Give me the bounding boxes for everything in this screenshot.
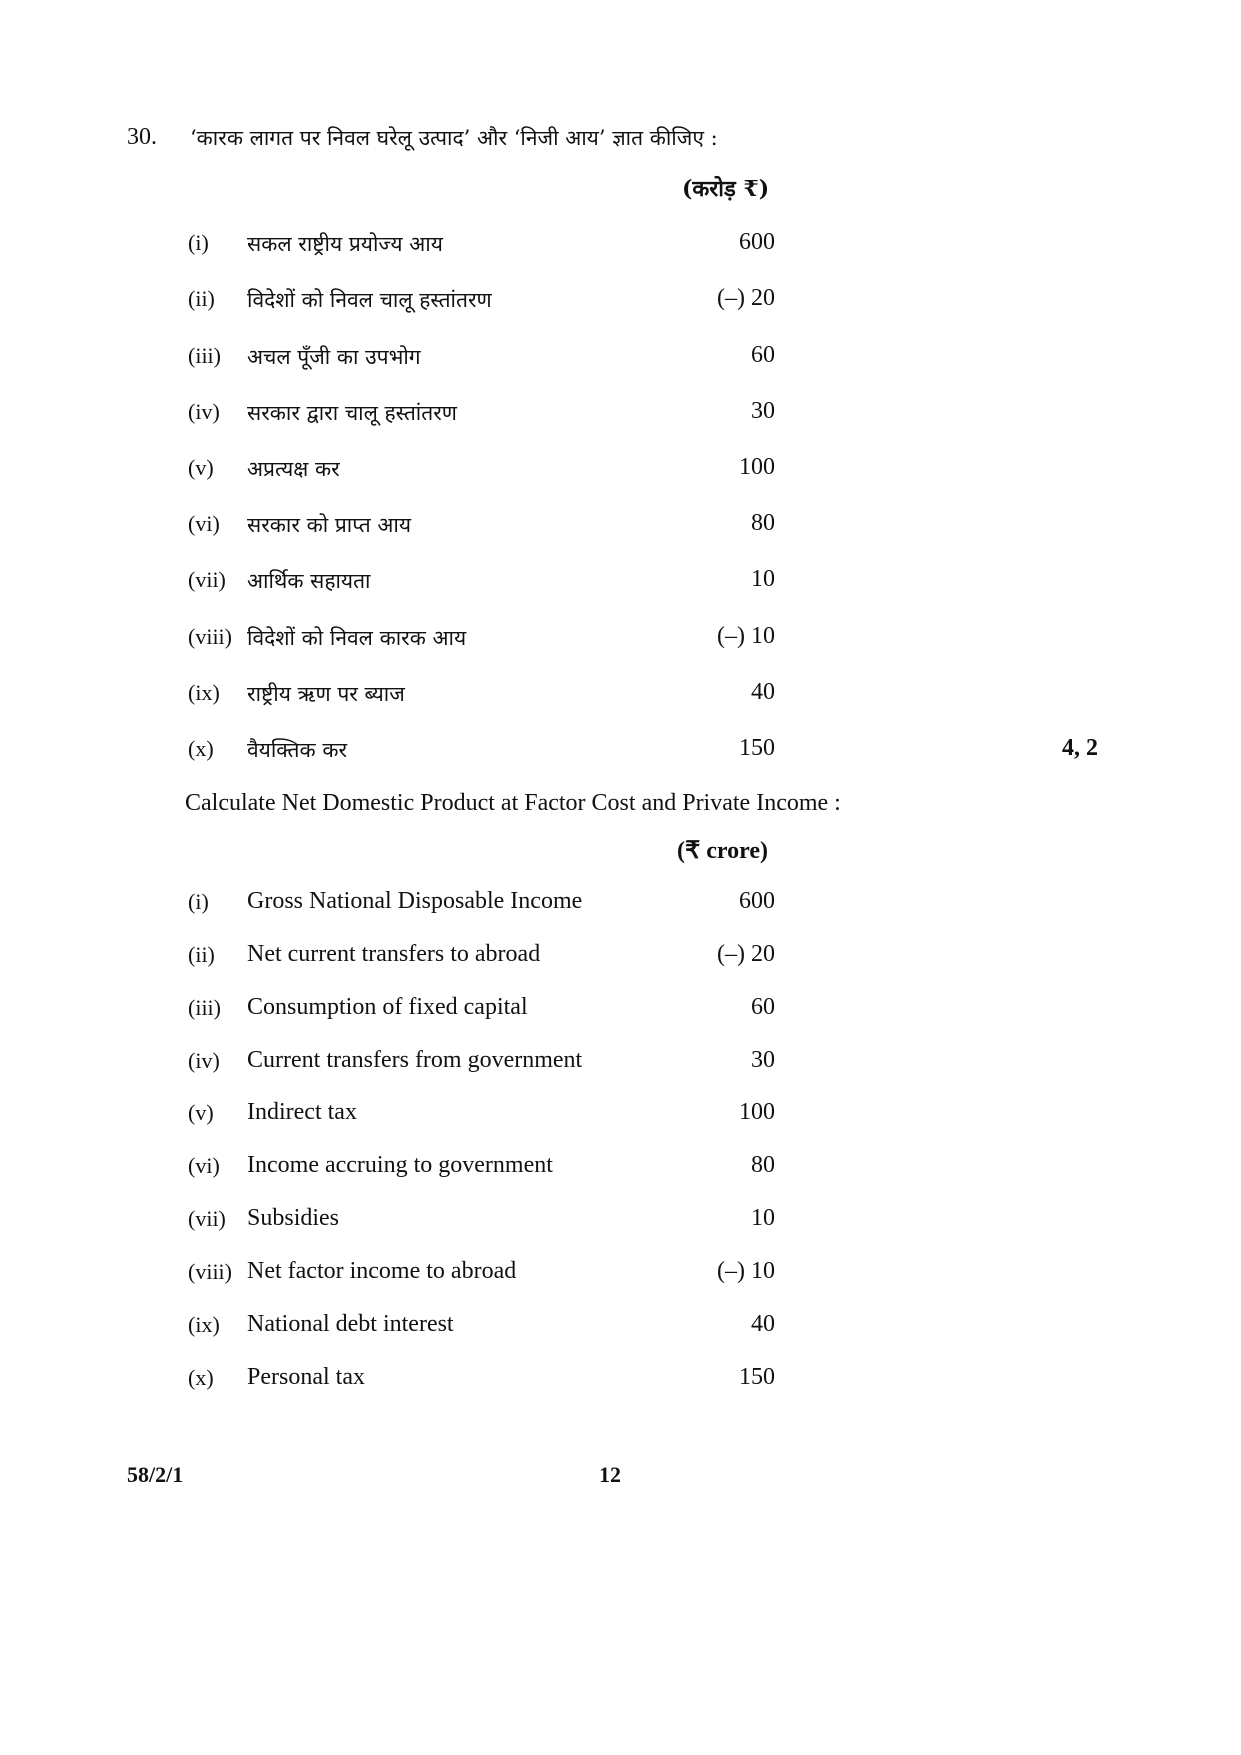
- item-value: (–) 20: [717, 941, 775, 967]
- item-value: (–) 10: [717, 1258, 775, 1284]
- item-value: (–) 20: [717, 285, 775, 311]
- item-label: Indirect tax: [247, 1099, 357, 1125]
- item-number: (iii): [188, 995, 221, 1020]
- item-number: (i): [188, 889, 209, 914]
- item-number: (vi): [188, 511, 220, 536]
- item-number: (ix): [188, 1312, 220, 1337]
- item-number: (ii): [188, 286, 215, 311]
- item-label: राष्ट्रीय ऋण पर ब्याज: [247, 682, 405, 706]
- item-value: 30: [751, 398, 775, 424]
- item-label: अचल पूँजी का उपभोग: [247, 345, 421, 369]
- item-label: Income accruing to government: [247, 1152, 553, 1178]
- item-value: (–) 10: [717, 623, 775, 649]
- item-number: (iv): [188, 1048, 220, 1073]
- item-value: 30: [751, 1047, 775, 1073]
- item-value: 10: [751, 1205, 775, 1231]
- item-value: 150: [739, 1364, 775, 1390]
- item-label: Personal tax: [247, 1364, 365, 1390]
- marks-label: 4, 2: [1062, 735, 1098, 761]
- item-number: (v): [188, 1100, 214, 1125]
- item-value: 80: [751, 510, 775, 536]
- unit-label-english: (₹ crore): [677, 838, 768, 864]
- unit-label-hindi: (करोड़ ₹): [682, 176, 770, 202]
- item-value: 10: [751, 566, 775, 592]
- item-value: 60: [751, 994, 775, 1020]
- item-label: विदेशों को निवल चालू हस्तांतरण: [247, 288, 492, 312]
- item-number: (vii): [188, 1206, 226, 1231]
- item-label: विदेशों को निवल कारक आय: [247, 626, 467, 650]
- item-label: आर्थिक सहायता: [247, 569, 371, 593]
- item-number: (i): [188, 230, 209, 255]
- item-value: 100: [739, 454, 775, 480]
- footer-code: 58/2/1: [127, 1462, 184, 1487]
- item-value: 40: [751, 679, 775, 705]
- item-label: सरकार द्वारा चालू हस्तांतरण: [247, 401, 457, 425]
- question-text-english: Calculate Net Domestic Product at Factor Cost and Private Income :: [185, 790, 841, 816]
- item-value: 600: [739, 229, 775, 255]
- question-number: 30.: [127, 124, 157, 150]
- item-label: Net current transfers to abroad: [247, 941, 541, 967]
- item-number: (ix): [188, 680, 220, 705]
- item-label: वैयक्तिक कर: [247, 738, 348, 762]
- item-number: (vii): [188, 567, 226, 592]
- item-label: सकल राष्ट्रीय प्रयोज्य आय: [247, 232, 443, 256]
- item-number: (ii): [188, 942, 215, 967]
- item-value: 60: [751, 342, 775, 368]
- item-number: (viii): [188, 1259, 232, 1284]
- item-number: (x): [188, 1365, 214, 1390]
- item-value: 600: [739, 888, 775, 914]
- item-number: (iii): [188, 343, 221, 368]
- item-label: Subsidies: [247, 1205, 340, 1231]
- item-label: अप्रत्यक्ष कर: [247, 457, 340, 481]
- item-number: (x): [188, 736, 214, 761]
- item-number: (vi): [188, 1153, 220, 1178]
- item-label: Current transfers from government: [247, 1047, 583, 1073]
- item-value: 40: [751, 1311, 775, 1337]
- item-label: सरकार को प्राप्त आय: [247, 513, 412, 537]
- page-number: 12: [599, 1462, 621, 1487]
- item-label: Net factor income to abroad: [247, 1258, 517, 1284]
- item-label: Gross National Disposable Income: [247, 888, 583, 914]
- question-text-hindi: ‘कारक लागत पर निवल घरेलू उत्पाद’ और ‘निजी आय’ ज्ञात कीजिए :: [190, 126, 718, 150]
- item-value: 100: [739, 1099, 775, 1125]
- item-number: (iv): [188, 399, 220, 424]
- item-label: National debt interest: [247, 1311, 454, 1337]
- item-label: Consumption of fixed capital: [247, 994, 528, 1020]
- item-value: 80: [751, 1152, 775, 1178]
- item-number: (v): [188, 455, 214, 480]
- item-number: (viii): [188, 624, 232, 649]
- item-value: 150: [739, 735, 775, 761]
